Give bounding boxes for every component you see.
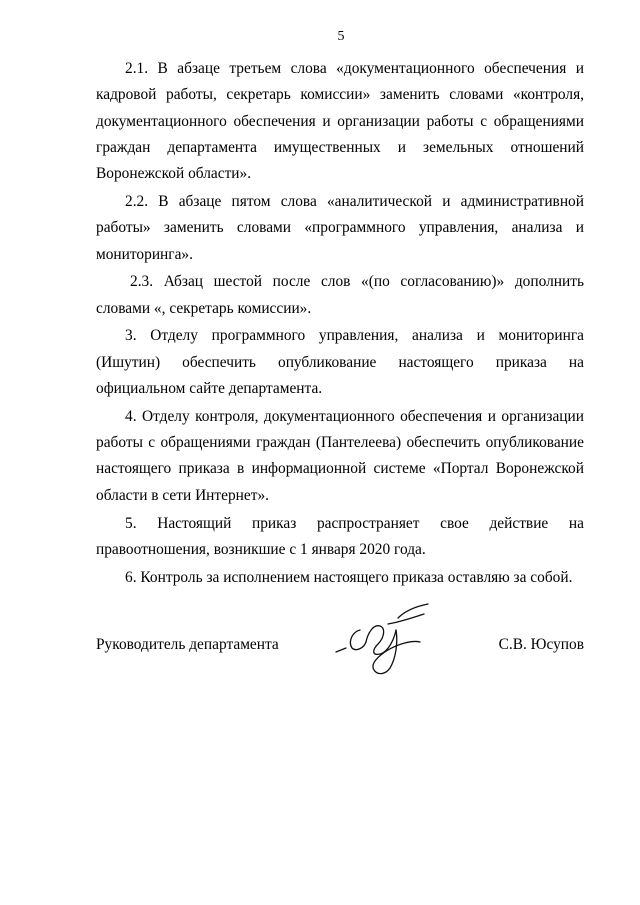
signature-stroke-top [398,604,428,618]
paragraph-2-2: 2.2. В абзаце пятом слова «аналитической и административной работы» заменить словами «программного управления, анализа и мониторинга». [96,192,584,263]
signature-block [96,636,584,660]
paragraph-4: 4. Отделу контроля, документационного обеспечения и организации работы с обращениями граждан (Пантелеева) обеспечить опубликование настоящего приказа в информационной системе «Портал Воронежской области в сети Интернет». [96,407,584,504]
document-body [96,56,584,591]
paragraph-5: 5. Настоящий приказ распространяет свое действие на правоотношения, возникшие с 1 января 2020 года. [96,514,584,558]
paragraph-6: 6. Контроль за исполнением настоящего приказа оставляю за собой. [125,568,573,586]
paragraph-2-1: 2.1. В абзаце третьем слова «документационного обеспечения и кадровой работы, секретарь комиссии» заменить словами «контроля, документационного обеспечения и организации работы с обращениями граждан департамента имущественных и земельных отношений Воронежской области». [96,60,584,183]
signatory-position: Руководитель департамента [96,636,279,653]
signatory-name: С.В. Юсупов [498,636,584,653]
paragraph-2-3: 2.3. Абзац шестой после слов «(по согласованию)» дополнить словами «, секретарь комиссии». [96,273,584,317]
signature-stroke-cross [388,614,424,624]
paragraph-3: 3. Отделу программного управления, анализа и мониторинга (Ишутин) обеспечить опубликование настоящего приказа на официальном сайте департамента. [96,327,584,398]
page-number: 5 [337,29,345,44]
